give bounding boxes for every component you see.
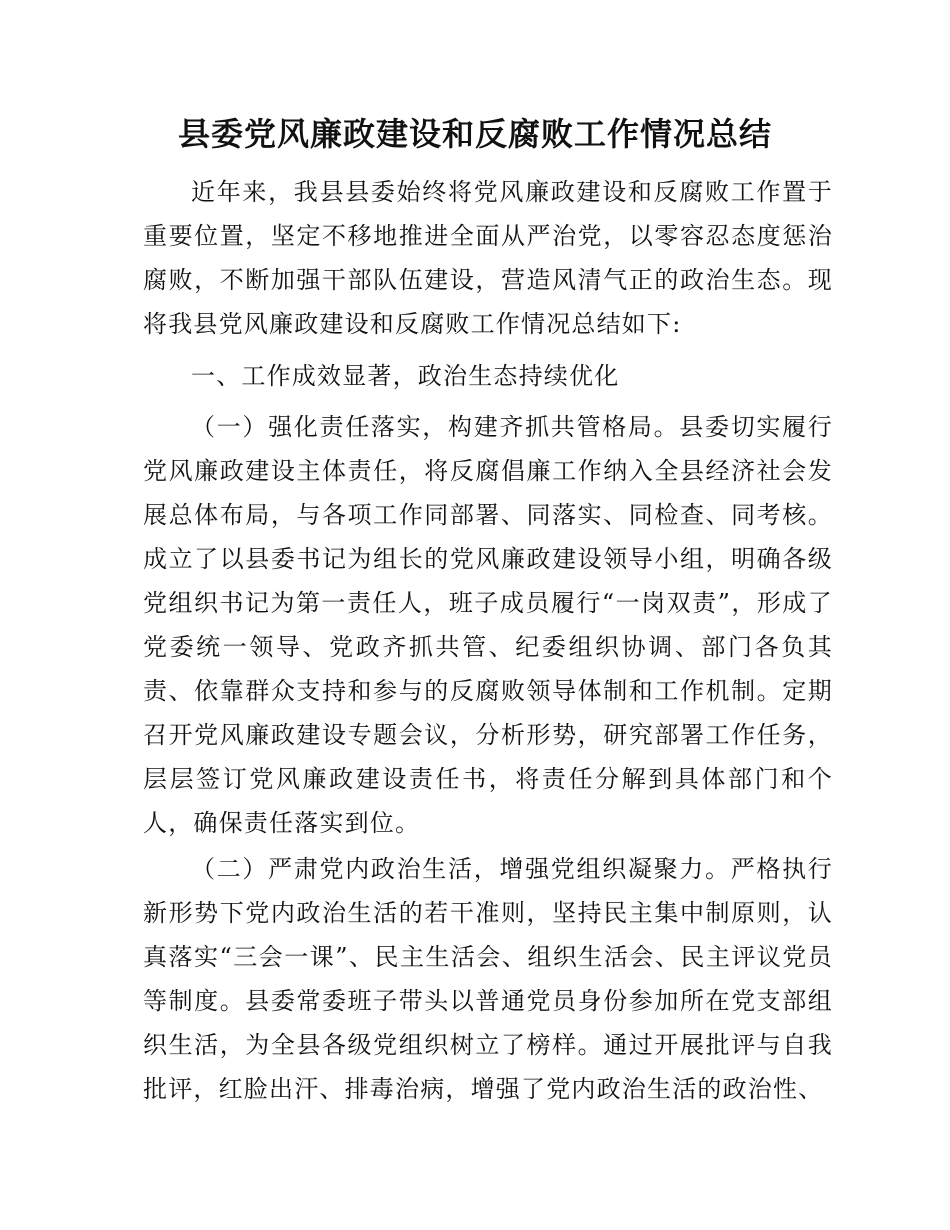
section-heading-block [143, 354, 833, 398]
section-1-heading: 一、工作成效显著，政治生态持续优化 [191, 362, 620, 390]
paragraph-2-block [143, 847, 833, 1111]
intro-paragraph-block [143, 170, 833, 346]
intro-paragraph: 近年来，我县县委始终将党风廉政建设和反腐败工作置于重要位置，坚定不移地推进全面从严治党，以零容忍态度惩治腐败，不断加强干部队伍建设，营造风清气正的政治生态。现将我县党风廉政建设和反腐败工作情况总结如下: [143, 178, 833, 338]
document-title: 县委党风廉政建设和反腐败工作情况总结 [177, 115, 772, 153]
paragraph-2: （二）严肃党内政治生活，增强党组织凝聚力。严格执行新形势下党内政治生活的若干准则，坚持民主集中制原则，认真落实“三会一课”、民主生活会、组织生活会、民主评议党员等制度。县委常委班子带头以普通党员身份参加所在党支部组织生活，为全县各级党组织树立了榜样。通过开展批评与自我批评，红脸出汗、排毒治病，增强了党内政治生活的政治性、 [143, 855, 833, 1103]
paragraph-1: （一）强化责任落实，构建齐抓共管格局。县委切实履行党风廉政建设主体责任，将反腐倡廉工作纳入全县经济社会发展总体布局，与各项工作同部署、同落实、同检查、同考核。成立了以县委书记为组长的党风廉政建设领导小组，明确各级党组织书记为第一责任人，班子成员履行“一岗双责”，形成了党委统一领导、党政齐抓共管、纪委组织协调、部门各负其责、依靠群众支持和参与的反腐败领导体制和工作机制。定期召开党风廉政建设专题会议，分析形势，研究部署工作任务，层层签订党风廉政建设责任书，将责任分解到具体部门和个人，确保责任落实到位。 [143, 413, 833, 837]
paragraph-1-block [143, 405, 833, 845]
